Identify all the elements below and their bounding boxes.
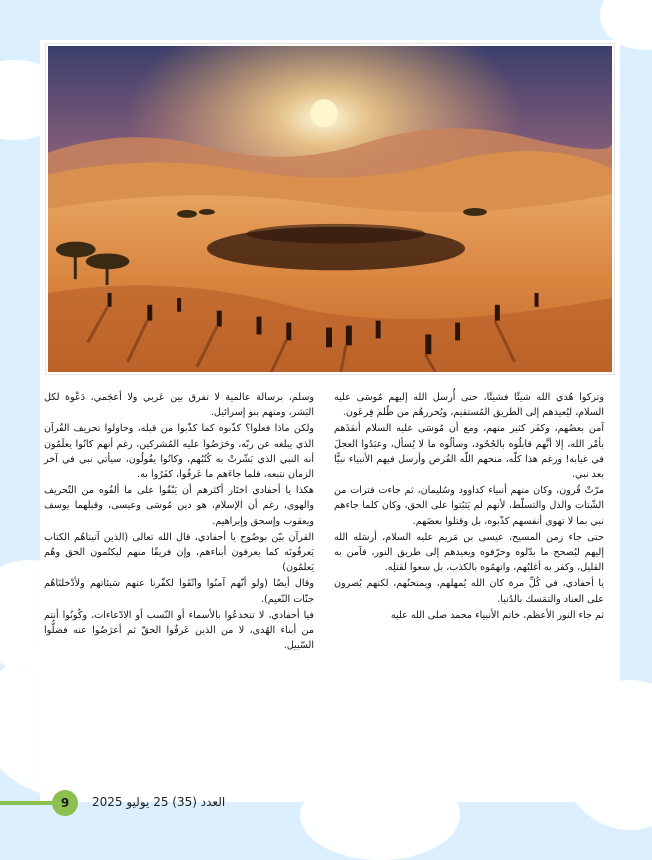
paragraph: وسلم، برسالة عالمية لا تفرق بين عَربي ولا أعجَمي، دَعْوة لكل البَشر، ومنهم بنو إسرائيل. — [44, 392, 314, 419]
paragraph: القرآن بيّن بوضُوح يا أحفادي، قال الله تعالى (الذين آتيناهُم الكتاب يَعرفُونَه كما يعرفون أبناءهم، وإن فريقًا منهم ليكتُمون الحق وهُم يَعلمُون) — [44, 531, 314, 574]
paragraph: وتركوا هُدي الله شيئًا فشيئًا، حتى أُرسل الله إليهم مُوسَى عليه السلام، ليُعيدهم إلى الطريق المُستقيم، ويُحررهُم من ظُلم فِرعَون. — [334, 392, 604, 419]
paragraph: فيا أحفادي، لا تنخدعُوا بالأسماء أو النّسب أو الادّعاءات، وكُونُوا أنتم من أبناء الهُدى، لا من الذين عَرفُوا الحقّ ثم أعرَضُوا عنه فضلُّوا السّبيل. — [44, 609, 314, 652]
hero-illustration — [46, 44, 614, 374]
issue-info: العدد (35) 25 يوليو 2025 — [92, 795, 226, 809]
article-column-left — [44, 390, 314, 654]
page-number-badge: 9 — [52, 790, 78, 816]
paragraph: يا أحفادي، في كُلِّ مرة كان الله يُمهلهم، ويمتحنُهم، لكنهم يُصرون على العناد والتمَسك بالدُنيا. — [334, 578, 604, 605]
paragraph: مرّتْ قُرون، وكان منهم أنبياء كداوود وسُليمان، ثم جاءت فترات من الشّتات والذل والتسلّط، لأنهم لم يَثبُتوا على الحق، وكان كلما جاءهم نبي بما لا تهوى أنفسهم كذّبوه، بل وقتلوا بعضَهم. — [334, 485, 604, 527]
paragraph: آمن بعضُهم، وكفَر كثير منهم، ومع أن مُوسَى عليه السلام أنقذَهم بأمْر الله، إلا أنَّهم قابلُوه بالجُحُود، وسألُوه ما لا يُسأل، وعبَدُوا العجلَ في غيابه! ورغم هذا كلّه، منحهم اللّه الفُرص وأرسل فيهم الأنبياء نبيًّا بعد نبي. — [334, 423, 604, 481]
desert-crowd-image — [48, 46, 612, 372]
paragraph: هكذا يا أحفادي اختَار أكثرهم أن يَبْقُوا على ما ألفُوه من التّحريف والهوى، رغم أن الإسلام، هو دين مُوسَى وعيسى، وقبلهما يوسف ويعقوب وإسحق وإبراهيم. — [44, 485, 314, 527]
paragraph: ولكن ماذا فعلوا؟ كذّبوه كما كذّبوا من قبله، وحاولوا تحريف القُرآن الذي يبلغه عن ربّه، وحَرَضُوا عليه المُشركين، رغم أنهم كانُوا يعلَمُون أنه النبي الذي بَشّرتْ به كُتُبُهم، وكانُوا يقُولُون، سيأتي نبي في آخر الزمان نتبعه، فلما جاءَهم ما عَرفُوا، كفَرُوا به. — [44, 423, 314, 481]
paragraph: وقال أيضًا (ولو أنّهم آمنُوا واتّقَوا لكفّرنا عنهم سَيئاتهم ولأدْخلنَاهُم جنّات النّعيم). — [44, 578, 314, 605]
paragraph: حتى جاء زمن المسيح، عيسى بن مَريم عليه السلام، أرسَله الله إليهم ليُصحح ما بدّلوه وحرّفوه ويعيدهم إلى طريق النور، فآمن به القليل، وكفر به أغلبُهم، واتهمُوه بالكذب، بل سعوا لقتلِه. — [334, 531, 604, 574]
paragraph: ثم جاء النور الأعظم، خاتم الأنبياء محمد صلى الله عليه — [390, 609, 604, 621]
footer-accent-line — [0, 801, 60, 805]
article-column-right — [334, 390, 604, 624]
